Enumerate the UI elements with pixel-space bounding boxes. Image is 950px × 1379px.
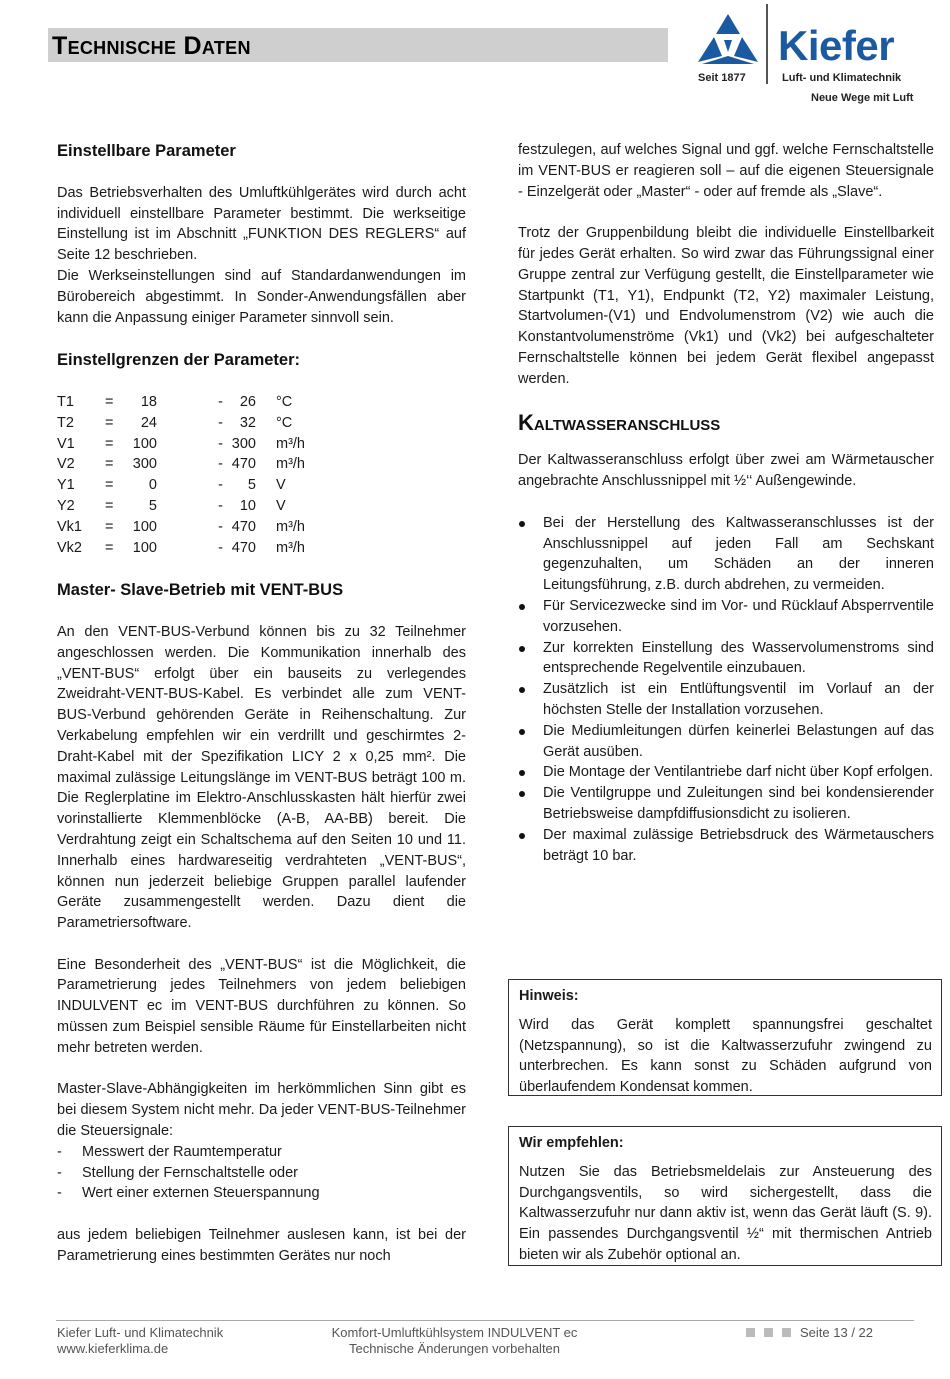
table-cell-to: 5 — [247, 477, 256, 494]
logo-subtitle: Luft- und Klimatechnik — [782, 72, 902, 84]
note-text: Wird das Gerät komplett spannungsfrei geschaltet (Netzspannung), so ist die Kaltwasserzufuhr zwingend zu unterbrechen. Es kann sonst zu Schäden aufgrund von überlaufendem Kondensat kommen. — [519, 1016, 932, 1096]
table-cell-dash: - — [218, 518, 223, 535]
left-column — [57, 140, 466, 1267]
table-row — [57, 434, 305, 455]
table-cell-eq: = — [105, 497, 114, 514]
table-cell-to: 470 — [231, 539, 256, 556]
heading-limits: Einstellgrenzen der Parameter: — [57, 351, 301, 370]
footer-product-name: Komfort-Umluftkühlsystem INDULVENT ec — [331, 1325, 578, 1340]
table-row — [57, 413, 305, 434]
recommendation-box — [508, 1126, 942, 1266]
paragraph: aus jedem beliebigen Teilnehmer auslesen kann, ist bei der Parametrierung eines bestimmten Gerätes nur noch — [57, 1227, 466, 1264]
paragraph: festzulegen, auf welches Signal und ggf. welche Fernschaltstelle im VENT-BUS er reagieren soll – auf die eigenen Steuersignale - Einzelgerät oder „Master“ - oder auf fremde als „Slave“. — [518, 142, 934, 200]
list-item: Zusätzlich ist ein Entlüftungsventil im Vorlauf an der höchsten Stelle der Installation vorzusehen. — [518, 679, 934, 721]
page-title: Technische Daten — [52, 32, 251, 60]
table-cell-from: 5 — [148, 497, 157, 514]
table-cell-name: T2 — [57, 414, 74, 431]
note-title: Hinweis: — [519, 988, 579, 1004]
footer-divider — [56, 1320, 914, 1321]
footer-website: www.kieferklima.de — [57, 1341, 169, 1356]
footer-disclaimer: Technische Änderungen vorbehalten — [348, 1341, 561, 1356]
recommendation-text: Nutzen Sie das Betriebsmeldelais zur Ansteuerung des Durchgangsventils, so wird sichergestellt, dass die Kaltwasserzufuhr nur dann aktiv ist, wenn das Gerät läuft (S. 9). Ein passendes Durchgangsventil ½“ mit thermischen Antrieb bieten wir als Zubehör optional an. — [519, 1163, 932, 1263]
table-cell-to: 470 — [231, 456, 256, 473]
table-cell-eq: = — [105, 414, 114, 431]
paragraph: An den VENT-BUS-Verbund können bis zu 32 Teilnehmer angeschlossen werden. Die Kommunikation innerhalb des „VENT-BUS“ erfolgt über ein bauseits zu verlegendes Zweidraht-VENT-BUS-Kabel. Es verbindet alle zum VENT-BUS-Verbund gehörenden Geräte in Reihenschaltung. Zur Verkabelung empfehlen wir ein verdrillt und geschirmtes 2-Draht-Kabel mit der Spezifikation LICY 2 x 0,25 mm². Die maximal zulässige Leitungslänge im VENT-BUS beträgt 100 m. Die Reglerplatine im Elektro-Anschlusskasten hält hierfür zwei vorinstallierte Klemmenblöcke (A-B, AA-BB) bereit. Die Verdrahtung zeigt ein Schaltschema auf den Seiten 10 und 11. Innerhalb eines hardwareseitig verdrahteten „VENT-BUS“, können nun jederzeit beliebige Gruppen parallel laufender Geräte zusammengestellt werden. Dazu dient die Parametriersoftware. — [57, 623, 466, 932]
list-item: - Stellung der Fernschaltstelle oder — [57, 1164, 299, 1181]
table-cell-from: 300 — [132, 456, 157, 473]
table-cell-dash: - — [218, 477, 223, 494]
square-icon — [782, 1328, 791, 1337]
table-cell-eq: = — [105, 456, 114, 473]
list-item: - Messwert der Raumtemperatur — [57, 1143, 282, 1160]
note-box — [508, 979, 942, 1096]
table-row — [57, 517, 305, 538]
table-row — [57, 538, 305, 559]
table-cell-eq: = — [105, 518, 114, 535]
paragraph: Das Betriebsverhalten des Umluftkühlgerätes wird durch acht individuell einstellbare Parameter bestimmt. Die werkseitige Einstellung ist im Abschnitt „FUNKTION DES REGLERS“ auf Seite 12 beschrieben. — [57, 184, 466, 264]
square-icon — [746, 1328, 755, 1337]
table-cell-from: 0 — [148, 477, 157, 494]
square-icon — [764, 1328, 773, 1337]
parameter-limits-table — [57, 392, 305, 558]
table-cell-to: 32 — [239, 414, 256, 431]
table-cell-name: V2 — [57, 456, 75, 473]
list-item: Der maximal zulässige Betriebsdruck des Wärmetauschers beträgt 10 bar. — [518, 825, 934, 867]
list-item: Die Montage der Ventilantriebe darf nicht über Kopf erfolgen. — [518, 762, 934, 783]
right-column — [518, 140, 934, 866]
table-cell-eq: = — [105, 393, 114, 410]
footer-page — [746, 1325, 873, 1341]
table-cell-name: Y1 — [57, 477, 75, 494]
table-cell-eq: = — [105, 477, 114, 494]
table-cell-dash: - — [218, 414, 223, 431]
table-row — [57, 475, 305, 496]
company-logo — [694, 4, 930, 108]
table-cell-eq: = — [105, 539, 114, 556]
table-row — [57, 496, 305, 517]
table-cell-unit: m³/h — [276, 435, 305, 452]
table-cell-unit: m³/h — [276, 518, 305, 535]
kiefer-logo-icon — [694, 12, 762, 68]
page-number: Seite 13 / 22 — [800, 1325, 873, 1340]
table-cell-from: 24 — [140, 414, 157, 431]
footer-company-name: Kiefer Luft- und Klimatechnik — [57, 1325, 224, 1340]
paragraph: Der Kaltwasseranschluss erfolgt über zwei am Wärmetauscher angebrachte Anschlussnippel mit ½‘‘ Außengewinde. — [518, 452, 934, 490]
logo-divider — [766, 4, 768, 84]
table-cell-unit: °C — [276, 393, 293, 410]
table-cell-to: 300 — [231, 435, 256, 452]
footer-product — [322, 1325, 587, 1357]
table-cell-unit: V — [276, 497, 286, 514]
table-cell-to: 470 — [231, 518, 256, 535]
table-cell-to: 10 — [239, 497, 256, 514]
installation-bullet-list — [518, 513, 934, 867]
table-cell-unit: m³/h — [276, 456, 305, 473]
table-cell-dash: - — [218, 456, 223, 473]
table-cell-unit: V — [276, 477, 286, 494]
list-item: - Wert einer externen Steuerspannung — [57, 1185, 320, 1202]
signal-list — [57, 1142, 466, 1204]
table-cell-from: 100 — [132, 539, 157, 556]
table-cell-name: Vk2 — [57, 539, 82, 556]
heading-cold-water: Kaltwasseranschluss — [518, 410, 721, 436]
table-cell-dash: - — [218, 393, 223, 410]
list-item: Zur korrekten Einstellung des Wasservolumenstroms sind entsprechende Regelventile einzubauen. — [518, 638, 934, 680]
list-item: Für Servicezwecke sind im Vor- und Rücklauf Absperrventile vorzusehen. — [518, 596, 934, 638]
table-cell-name: T1 — [57, 393, 74, 410]
table-cell-dash: - — [218, 539, 223, 556]
table-row — [57, 392, 305, 413]
heading-master-slave: Master- Slave-Betrieb mit VENT-BUS — [57, 581, 344, 600]
list-item: Bei der Herstellung des Kaltwasseranschlusses ist der Anschlussnippel auf jeden Fall am Sechskant gegenzuhalten, um Schäden an der inneren Leitungsführung, z.B. durch abdrehen, zu vermeiden. — [518, 513, 934, 596]
recommendation-title: Wir empfehlen: — [519, 1135, 624, 1151]
table-cell-from: 100 — [132, 518, 157, 535]
heading-parameters: Einstellbare Parameter — [57, 142, 236, 160]
paragraph: Trotz der Gruppenbildung bleibt die individuelle Einstellbarkeit für jedes Gerät erhalten. So wird zwar das Führungssignal einer Gruppe zentral zur Verfügung gestellt, die Einstellparameter wie Startpunkt (T1, Y1), Endpunkt (T2, Y2) maximaler Leistung, Startvolumen-(V1) und Endvolumenstrom (V2) wie auch die Konstantvolumenströme (Vk1) und (Vk2) bei aufgeschalteter Fernschaltstelle können bei jedem Gerät flexibel angepasst werden. — [518, 225, 934, 387]
list-item: Die Mediumleitungen dürfen keinerlei Belastungen auf das Gerät ausüben. — [518, 721, 934, 763]
footer-company — [57, 1325, 223, 1357]
table-cell-name: Vk1 — [57, 518, 82, 535]
logo-name: Kiefer — [778, 22, 895, 69]
paragraph: Eine Besonderheit des „VENT-BUS“ ist die Möglichkeit, die Parametrierung jedes Teilnehmers von jedem beliebigen INDULVENT ec im VENT-BUS durchführen zu können. So müssen zum Beispiel sensible Räume für Einstellarbeiten nicht mehr betreten werden. — [57, 956, 466, 1056]
table-cell-unit: °C — [276, 414, 293, 431]
logo-slogan: Neue Wege mit Luft — [811, 92, 914, 104]
table-cell-name: Y2 — [57, 497, 75, 514]
table-cell-dash: - — [218, 497, 223, 514]
table-cell-from: 18 — [140, 393, 157, 410]
list-item: Die Ventilgruppe und Zuleitungen sind bei kondensierender Betriebsweise dampfdiffusionsdicht zu isolieren. — [518, 783, 934, 825]
logo-since: Seit 1877 — [698, 72, 746, 84]
table-cell-eq: = — [105, 435, 114, 452]
table-row — [57, 454, 305, 475]
table-cell-to: 26 — [239, 393, 256, 410]
table-cell-from: 100 — [132, 435, 157, 452]
paragraph: Die Werkseinstellungen sind auf Standardanwendungen im Bürobereich abgestimmt. In Sonder-Anwendungsfällen aber kann die Anpassung einiger Parameter sinnvoll sein. — [57, 267, 466, 326]
table-cell-name: V1 — [57, 435, 75, 452]
table-cell-dash: - — [218, 435, 223, 452]
paragraph: Master-Slave-Abhängigkeiten im herkömmlichen Sinn gibt es bei diesem System nicht mehr. Da jeder VENT-BUS-Teilnehmer die Steuersignale: — [57, 1081, 466, 1140]
table-cell-unit: m³/h — [276, 539, 305, 556]
